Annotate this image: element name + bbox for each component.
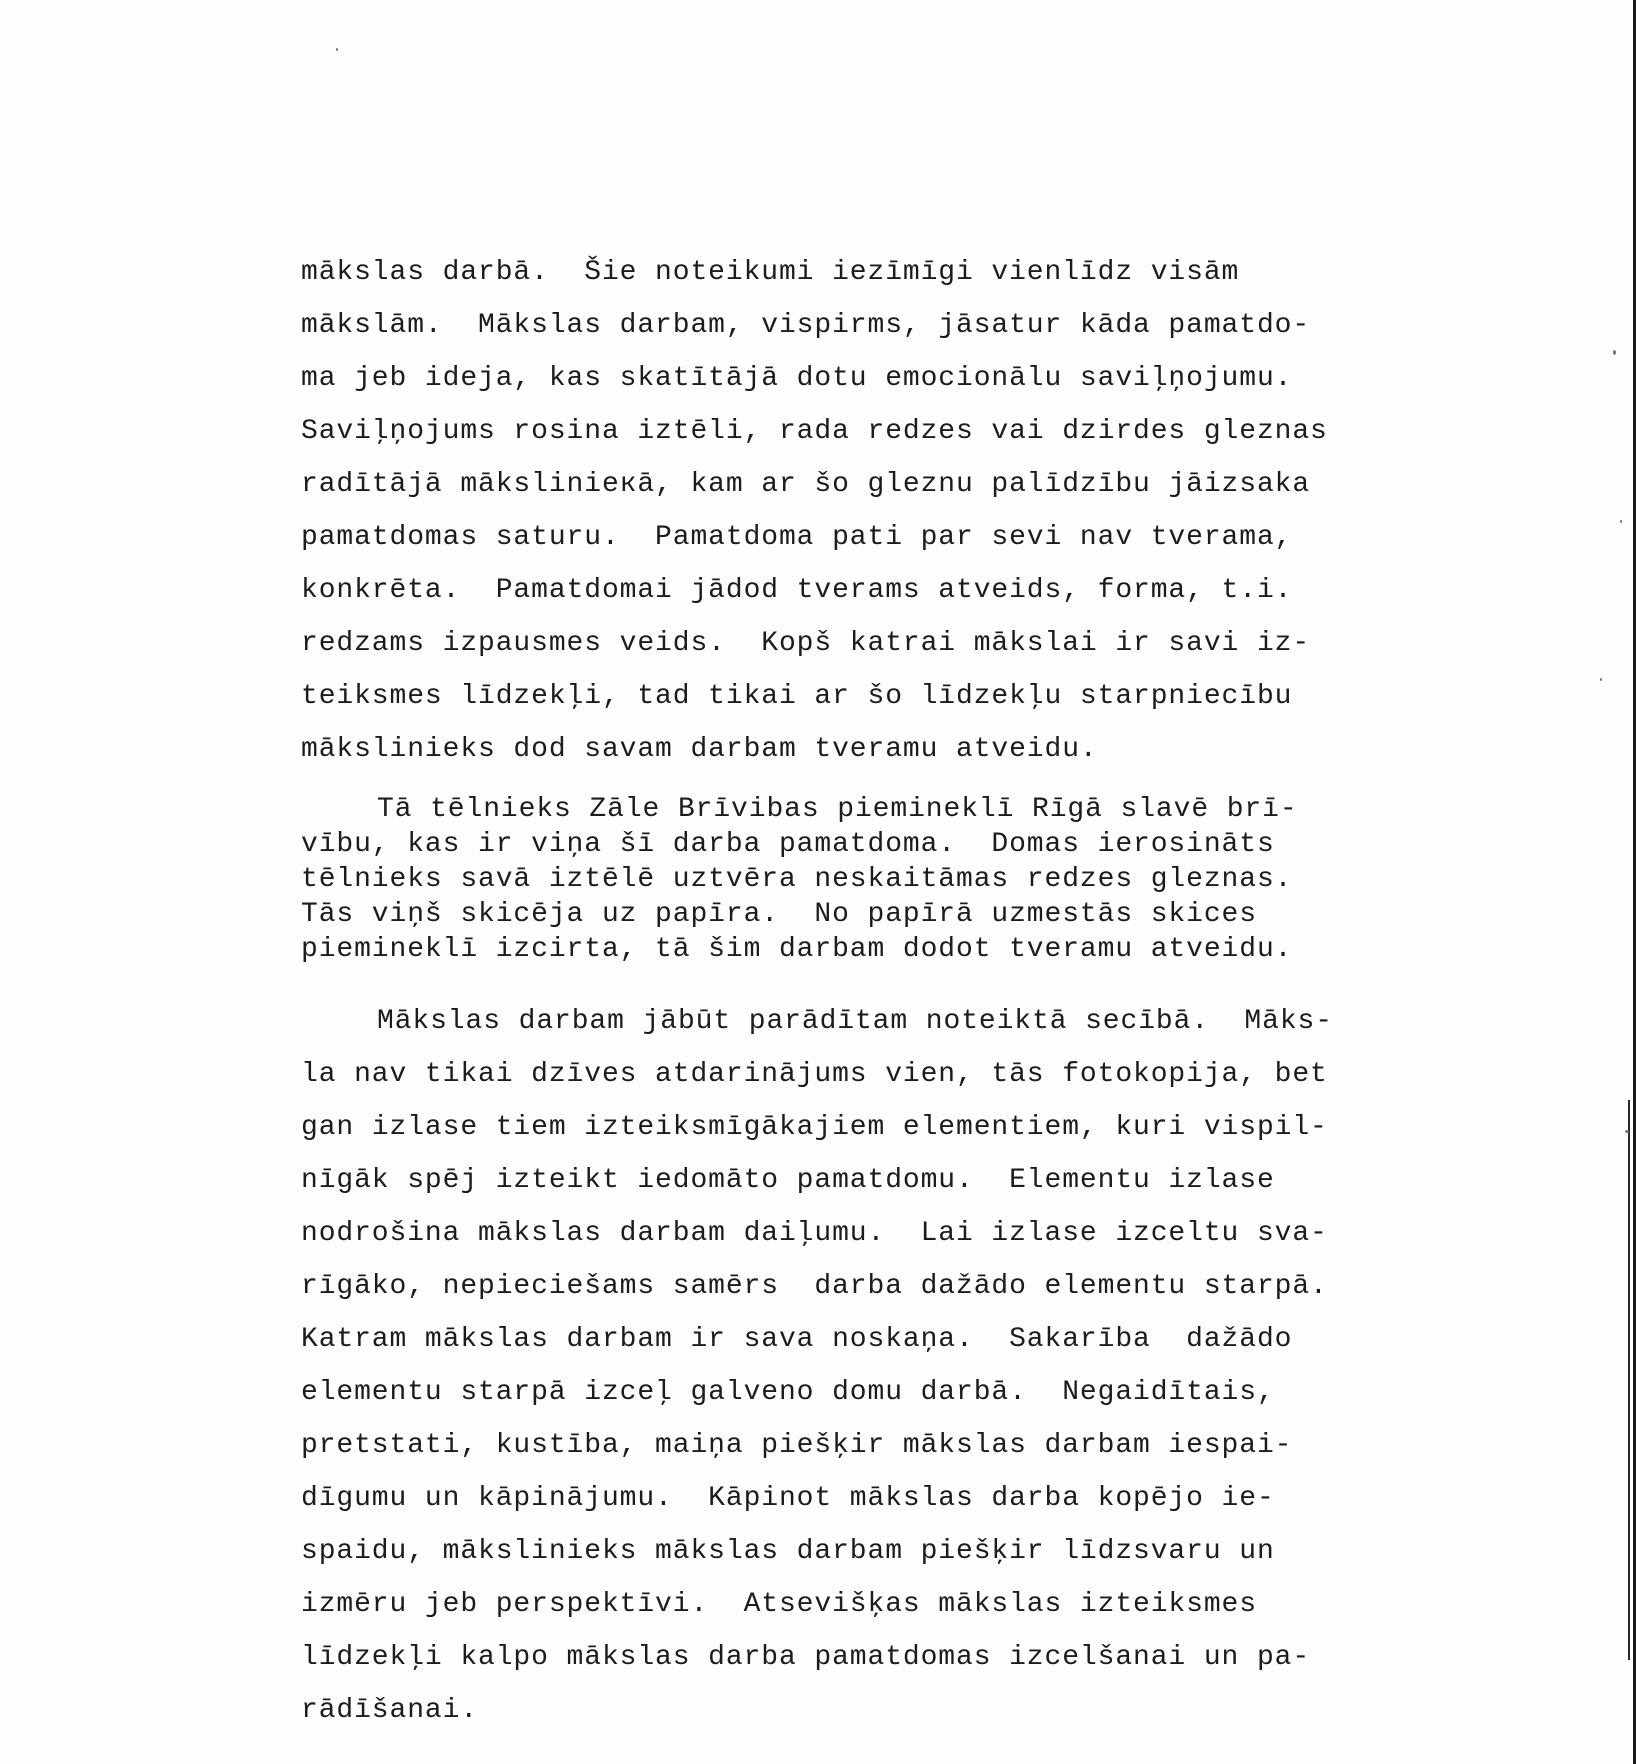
text-line: piemineklī izcirta, tā šim darbam dodot tveramu atveidu. — [301, 934, 1293, 965]
text-line: teiksmes līdzekļi, tad tikai ar šo līdzekļu starpniecību — [301, 681, 1293, 712]
scan-speck — [1600, 678, 1602, 681]
text-line: līdzekļi kalpo mākslas darba pamatdomas izcelšanai un pa- — [301, 1642, 1311, 1673]
text-line: Katram mākslas darbam ir sava noskaņa. Sakarība dažādo — [301, 1324, 1293, 1355]
text-line: mākslām. Mākslas darbam, vispirms, jāsatur kāda pamatdo- — [301, 310, 1311, 341]
text-line: vību, kas ir viņa šī darba pamatdoma. Domas ierosināts — [301, 829, 1275, 860]
text-line: spaidu, mākslinieks mākslas darbam piešķir līdzsvaru un — [301, 1536, 1275, 1567]
text-line: pretstati, kustība, maiņa piešķir mākslas darbam iespai- — [301, 1430, 1293, 1461]
text-line: Mākslas darbam jābūt parādītam noteiktā secībā. Māks- — [377, 1006, 1333, 1037]
text-line: izmēru jeb perspektīvi. Atsevišķas mākslas izteiksmes — [301, 1589, 1257, 1620]
typewritten-text — [301, 246, 1421, 1737]
text-line: konkrēta. Pamatdomai jādod tverams atveids, forma, t.i. — [301, 575, 1293, 606]
scan-speck — [1625, 1130, 1629, 1133]
text-line: Tās viņš skicēja uz papīra. No papīrā uzmestās skices — [301, 899, 1257, 930]
text-line: pamatdomas saturu. Pamatdoma pati par sevi nav tverama, — [301, 522, 1293, 553]
text-line: ma jeb ideja, kas skatītājā dotu emocionālu saviļņojumu. — [301, 363, 1293, 394]
scan-speck — [1613, 350, 1616, 355]
text-line: la nav tikai dzīves atdarinājums vien, tās fotokopija, bet — [301, 1059, 1328, 1090]
page-edge-shadow-inner — [1628, 1100, 1630, 1660]
text-line: gan izlase tiem izteiksmīgākajiem elementiem, kuri vispil- — [301, 1112, 1328, 1143]
text-line: mākslinieks dod savam darbam tveramu atveidu. — [301, 734, 1098, 765]
text-line: mākslas darbā. Šie noteikumi iezīmīgi vienlīdz visām — [301, 257, 1240, 288]
text-line: redzams izpausmes veids. Kopš katrai mākslai ir savi iz- — [301, 628, 1311, 659]
text-line: Tā tēlnieks Zāle Brīvibas piemineklī Rīgā slavē brī- — [377, 794, 1298, 825]
text-line: rādīšanai. — [301, 1695, 479, 1726]
text-line: nīgāk spēj izteikt iedomāto pamatdomu. Elementu izlase — [301, 1165, 1275, 1196]
text-line: Saviļņojums rosina iztēli, rada redzes vai dzirdes gleznas — [301, 416, 1328, 447]
text-line: rīgāko, nepieciešams samērs darba dažādo elementu starpā. — [301, 1271, 1328, 1302]
scan-speck — [336, 48, 338, 51]
text-line: radītājā mākslinieкā, kam ar šo gleznu palīdzību jāizsaka — [301, 469, 1311, 500]
text-line: elementu starpā izceļ galveno domu darbā. Negaidītais, — [301, 1377, 1275, 1408]
text-line: tēlnieks savā iztēlē uztvēra neskaitāmas redzes gleznas. — [301, 864, 1293, 895]
scan-speck — [1620, 520, 1622, 523]
text-line: dīgumu un kāpinājumu. Kāpinot mākslas darba kopējo ie- — [301, 1483, 1275, 1514]
text-line: nodrošina mākslas darbam daiļumu. Lai izlase izceltu sva- — [301, 1218, 1328, 1249]
